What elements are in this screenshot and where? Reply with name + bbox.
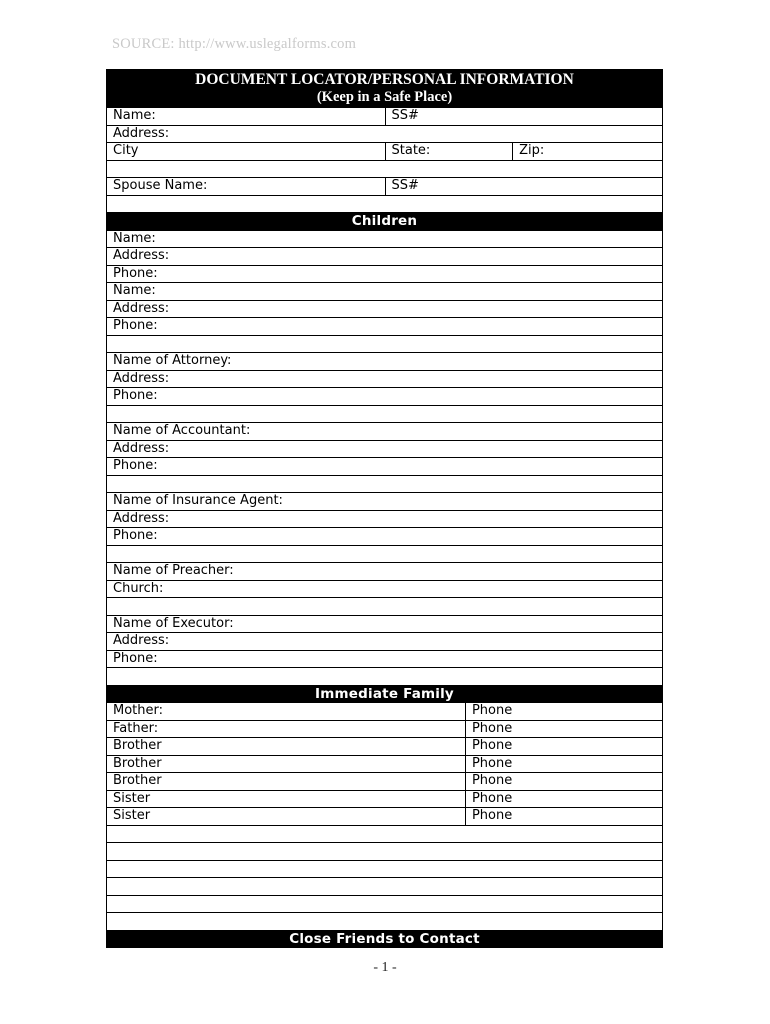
field-label: Brother [113,773,162,789]
form-row [106,511,663,529]
field-cell [107,388,662,405]
field-cell [465,791,662,808]
section-header: Close Friends to Contact [106,931,663,949]
form-subtitle: (Keep in a Safe Place) [316,89,453,105]
field-cell [107,458,662,475]
field-cell [465,773,662,790]
form-row [106,108,663,126]
empty-row [106,546,663,564]
form-row [106,773,663,791]
form-row [106,178,663,196]
field-label: Phone [471,755,513,771]
field-cell [107,143,385,160]
field-cell [107,721,465,738]
field-cell [385,178,663,195]
field-cell [107,511,662,528]
field-label: Mother: [113,703,164,719]
field-label: Sister [113,808,151,824]
form-row [106,493,663,511]
field-label: Spouse Name: [113,178,208,194]
field-cell [107,616,662,633]
form-row [106,581,663,599]
field-cell [107,126,662,143]
form-row [106,318,663,336]
field-label: Phone [471,808,513,824]
field-cell [107,441,662,458]
field-cell [107,651,662,668]
field-label: State: [391,143,431,159]
field-label: Name of Insurance Agent: [113,493,283,509]
field-label: Name: [113,230,156,246]
field-label: Phone [471,773,513,789]
field-label: Name of Attorney: [113,353,232,369]
field-cell [107,353,662,370]
field-cell [385,108,663,125]
field-cell [107,633,662,650]
field-label: Phone [471,720,513,736]
field-cell [107,178,385,195]
form-row [106,283,663,301]
empty-row [106,843,663,861]
section-header: Immediate Family [106,686,663,704]
field-label: Phone [471,790,513,806]
form-row [106,231,663,249]
field-cell [385,143,513,160]
form-rows [106,108,663,948]
field-cell [107,581,662,598]
empty-row [106,161,663,179]
field-label: Address: [113,440,170,456]
field-cell [107,493,662,510]
field-label: Phone: [113,650,158,666]
form-row [106,143,663,161]
form-row [106,353,663,371]
field-label: Name of Executor: [113,615,234,631]
field-label: Address: [113,248,170,264]
field-cell [107,231,662,248]
field-label: Brother [113,738,162,754]
empty-row [106,826,663,844]
form-row [106,616,663,634]
empty-row [106,913,663,931]
field-label: Phone: [113,318,158,334]
field-label: Address: [113,300,170,316]
field-label: Name: [113,108,156,124]
empty-row [106,476,663,494]
form-row [106,721,663,739]
field-label: Father: [113,720,159,736]
field-cell [107,318,662,335]
section-header: Children [106,213,663,231]
form-row [106,388,663,406]
field-cell [107,563,662,580]
form-title-bar [106,69,663,108]
field-label: Name of Accountant: [113,423,251,439]
field-label: Sister [113,790,151,806]
field-cell [465,808,662,825]
field-label: Address: [113,633,170,649]
document-form-table [106,69,663,948]
field-label: Phone [471,703,513,719]
source-url-text: SOURCE: http://www.uslegalforms.com [112,36,357,52]
field-cell [107,808,465,825]
field-label: Phone: [113,458,158,474]
form-row [106,703,663,721]
field-cell [107,756,465,773]
form-row [106,651,663,669]
form-row [106,808,663,826]
empty-row [106,668,663,686]
field-label: Phone [471,738,513,754]
field-cell [107,248,662,265]
field-cell [107,283,662,300]
field-label: Brother [113,755,162,771]
field-cell [465,756,662,773]
field-cell [465,721,662,738]
field-cell [107,423,662,440]
empty-row [106,336,663,354]
form-row [106,528,663,546]
form-row [106,423,663,441]
field-cell [107,738,465,755]
form-row [106,633,663,651]
field-cell [107,108,385,125]
field-cell [107,528,662,545]
form-row [106,301,663,319]
field-cell [107,773,465,790]
form-row [106,126,663,144]
field-cell [465,703,662,720]
field-cell [107,703,465,720]
form-row [106,563,663,581]
field-label: City [113,143,139,159]
field-label: Name of Preacher: [113,563,234,579]
field-label: Address: [113,370,170,386]
form-row [106,266,663,284]
empty-row [106,878,663,896]
field-cell [107,266,662,283]
form-row [106,371,663,389]
page-number: - 1 - [373,960,397,975]
empty-row [106,896,663,914]
field-cell [107,791,465,808]
empty-row [106,196,663,214]
form-row [106,738,663,756]
field-label: Phone: [113,388,158,404]
form-row [106,756,663,774]
form-title: DOCUMENT LOCATOR/PERSONAL INFORMATION [195,71,574,88]
field-label: Phone: [113,265,158,281]
form-row [106,791,663,809]
field-label: SS# [391,178,419,194]
field-label: Address: [113,125,170,141]
field-label: Phone: [113,528,158,544]
field-label: Zip: [519,143,545,159]
empty-row [106,598,663,616]
form-row [106,458,663,476]
field-cell [465,738,662,755]
form-row [106,248,663,266]
form-row [106,441,663,459]
empty-row [106,406,663,424]
field-cell [512,143,662,160]
field-label: SS# [391,108,419,124]
field-label: Church: [113,580,164,596]
empty-row [106,861,663,879]
field-label: Address: [113,510,170,526]
field-cell [107,301,662,318]
field-label: Name: [113,283,156,299]
field-cell [107,371,662,388]
